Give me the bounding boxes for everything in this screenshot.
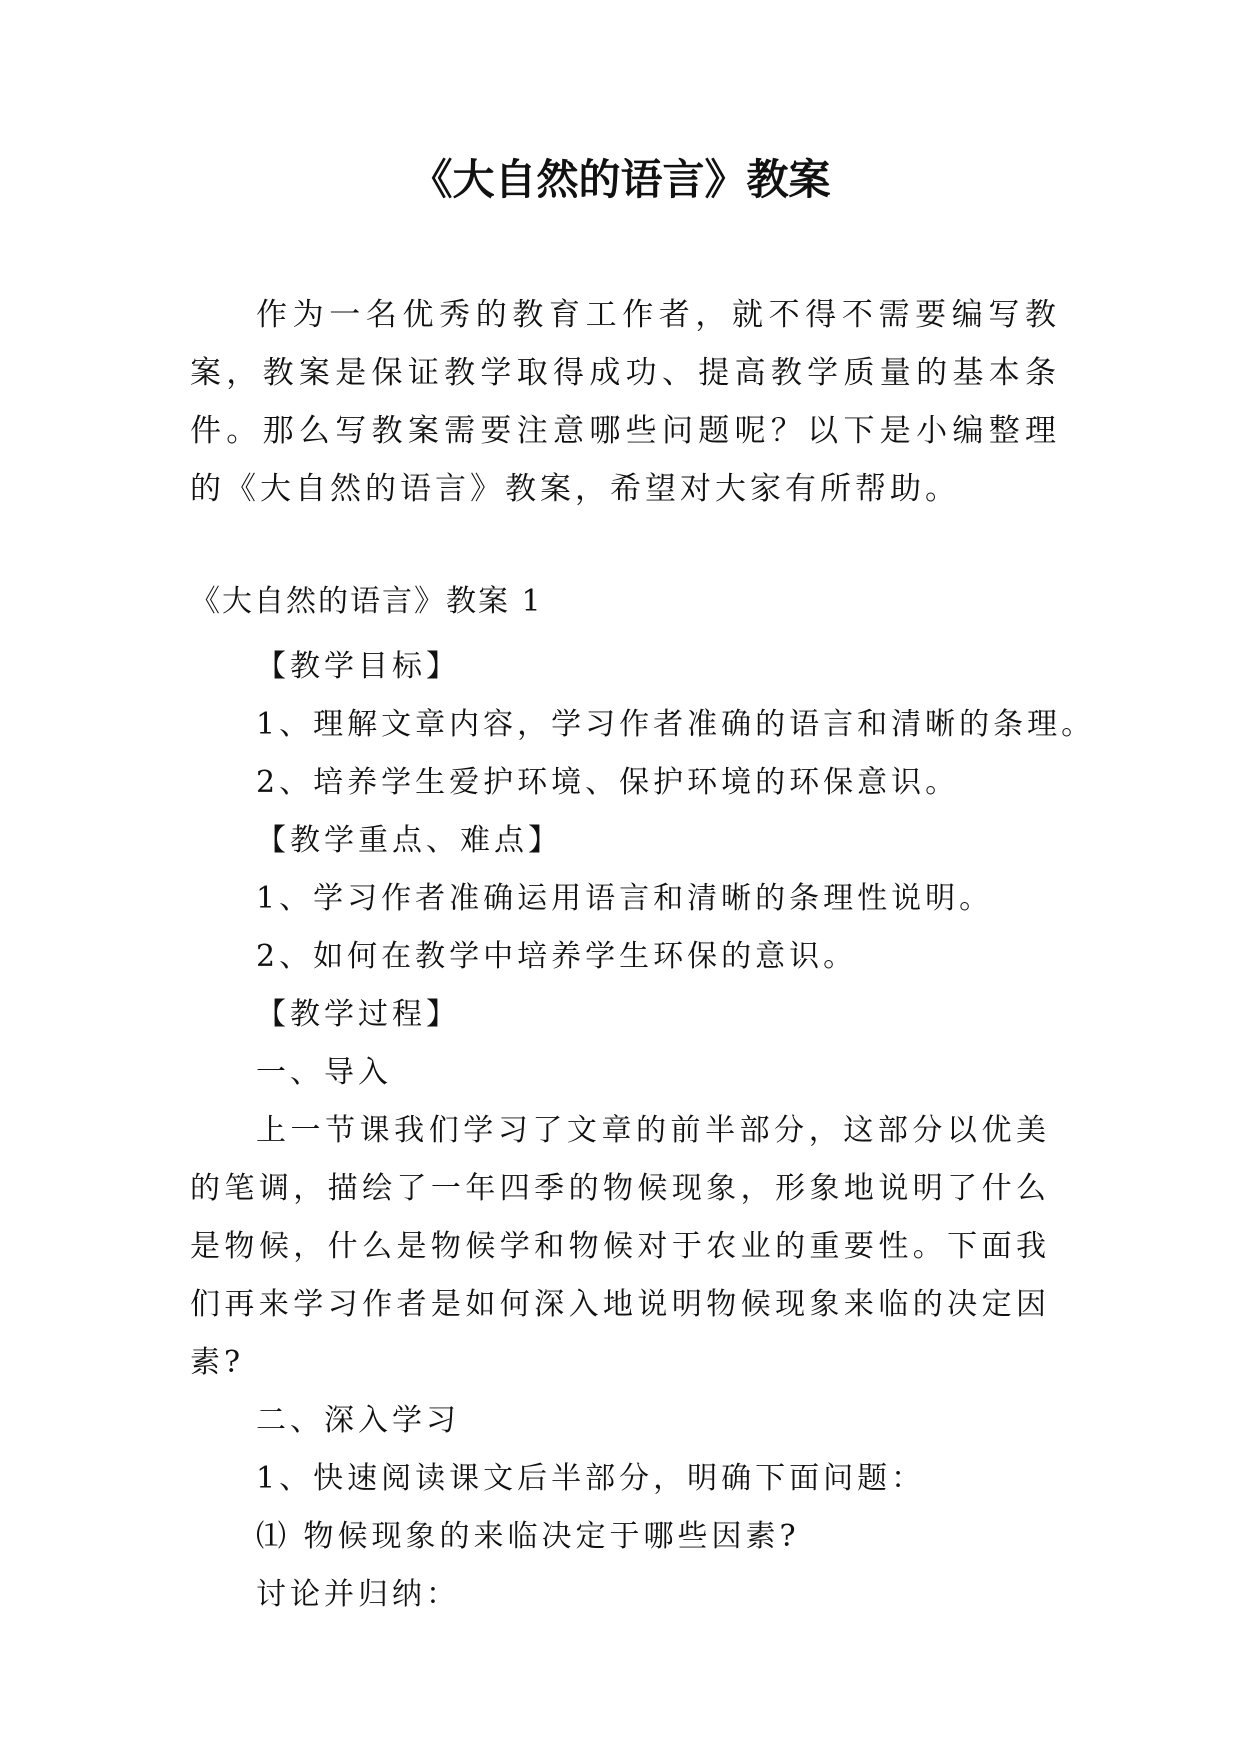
process-heading: 【教学过程】	[256, 997, 460, 1032]
section-title: 《大自然的语言》教案 1	[190, 584, 543, 619]
goals-heading: 【教学目标】	[256, 649, 460, 684]
key-points-heading: 【教学重点、难点】	[256, 823, 562, 858]
intro-paragraph: 作为一名优秀的教育工作者，就不得不需要编写教案，教案是保证教学取得成功、提高教学质量的基本条件。那么写教案需要注意哪些问题呢？以下是小编整理的《大自然的语言》教案，希望对大家有所帮助。	[190, 297, 1060, 507]
step-2-heading: 二、深入学习	[256, 1403, 460, 1438]
goal-item-2: 2、培养学生爱护环境、保护环境的环保意识。	[256, 765, 960, 800]
document-title: 《大自然的语言》教案	[410, 155, 831, 204]
key-point-item-2: 2、如何在教学中培养学生环保的意识。	[256, 939, 858, 974]
discussion-label: 讨论并归纳：	[256, 1577, 460, 1612]
question-item-1: ⑴ 物候现象的来临决定于哪些因素?	[256, 1519, 800, 1554]
step-1-paragraph: 上一节课我们学习了文章的前半部分，这部分以优美的笔调，描绘了一年四季的物候现象，形象地说明了什么是物候，什么是物候学和物候对于农业的重要性。下面我们再来学习作者是如何深入地说明物候现象来临的决定因素?	[190, 1113, 1050, 1380]
key-point-item-1: 1、学习作者准确运用语言和清晰的条理性说明。	[256, 881, 994, 916]
step-1-heading: 一、导入	[256, 1055, 392, 1090]
task-item-1: 1、快速阅读课文后半部分，明确下面问题：	[256, 1461, 926, 1496]
lesson-body	[190, 638, 1096, 1624]
goal-item-1: 1、理解文章内容，学习作者准确的语言和清晰的条理。	[256, 707, 1096, 742]
